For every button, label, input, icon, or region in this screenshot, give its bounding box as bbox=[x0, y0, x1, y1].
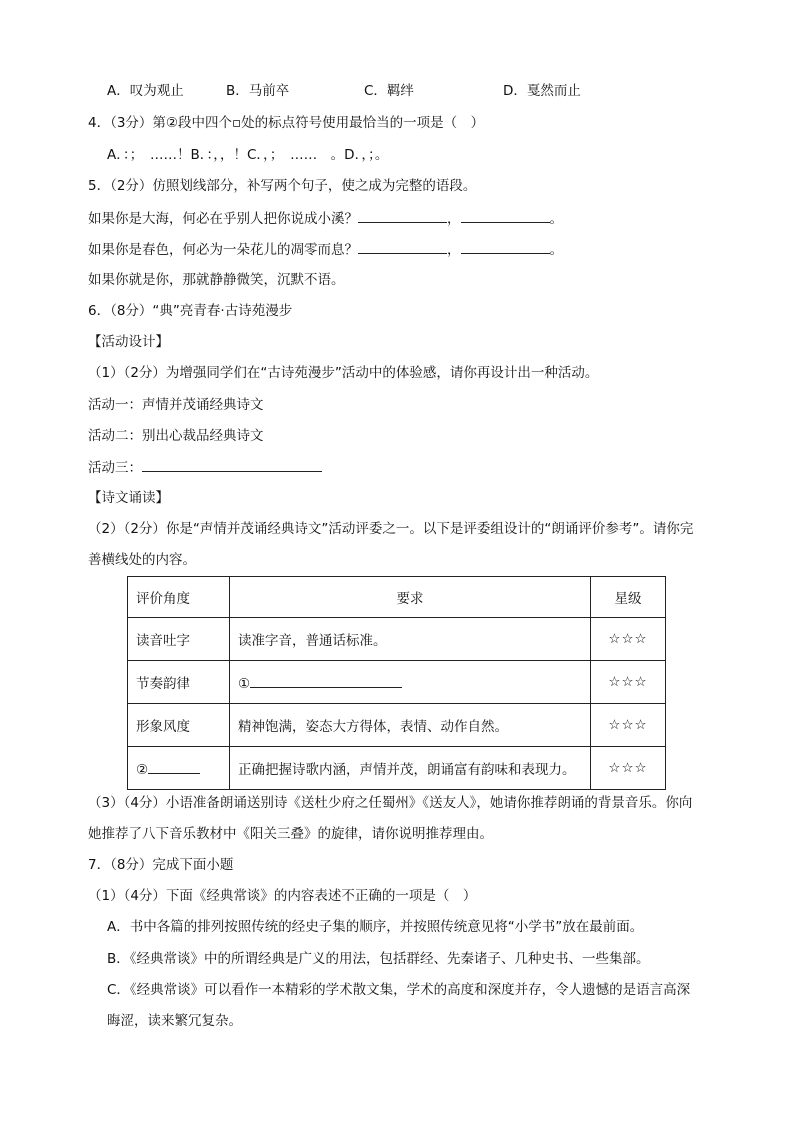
table-header: 要求 bbox=[230, 577, 591, 618]
q6-sub-3-line-1: （3）（4分）小语准备朗诵送别诗《送杜少府之任蜀州》《送友人》，她请你推荐朗诵的背景音乐。你向 bbox=[88, 795, 693, 811]
q7-sub-1: （1）（4分）下面《经典常谈》的内容表述不正确的一项是（ ） bbox=[88, 888, 477, 904]
table-header: 评价角度 bbox=[128, 577, 230, 618]
comma: ， bbox=[447, 211, 461, 227]
q5-line-1 bbox=[88, 208, 563, 229]
q4-stem: 4．（3分）第②段中四个▫处的标点符号使用最恰当的一项是（ ） bbox=[88, 115, 485, 131]
table-cell-stars: ☆☆☆ bbox=[591, 704, 666, 747]
table-row bbox=[128, 661, 666, 704]
table-cell-requirement: 读准字音，普通话标准。 bbox=[230, 618, 591, 661]
answer-blank[interactable] bbox=[358, 208, 447, 223]
table-row bbox=[128, 704, 666, 747]
q7-option-c-line-2[interactable]: 晦涩，读来繁冗复杂。 bbox=[107, 1013, 242, 1029]
period: 。 bbox=[549, 242, 563, 258]
blank-marker-1: ① bbox=[238, 675, 251, 692]
q5-line-1-text: 如果你是大海，何必在乎别人把你说成小溪？ bbox=[88, 211, 358, 227]
table-cell-angle bbox=[128, 747, 230, 790]
q3-option-c[interactable]: C．羁绊 bbox=[364, 83, 414, 99]
q6-section-design: 【活动设计】 bbox=[88, 334, 169, 350]
table-cell-angle: 节奏韵律 bbox=[128, 661, 230, 704]
q5-line-2-text: 如果你是春色，何必为一朵花儿的凋零而息？ bbox=[88, 242, 358, 258]
q5-line-2 bbox=[88, 239, 563, 260]
q5-stem: 5．（2分）仿照划线部分，补写两个句子，使之成为完整的语段。 bbox=[88, 178, 477, 194]
evaluation-table bbox=[127, 576, 666, 790]
answer-blank[interactable] bbox=[358, 239, 447, 254]
q6-sub-3-line-2: 她推荐了八下音乐教材中《阳关三叠》的旋律，请你说明推荐理由。 bbox=[88, 826, 493, 842]
answer-blank[interactable] bbox=[461, 239, 550, 254]
table-cell-stars: ☆☆☆ bbox=[591, 661, 666, 704]
table-cell-stars: ☆☆☆ bbox=[591, 747, 666, 790]
q6-activity-1: 活动一：声情并茂诵经典诗文 bbox=[88, 397, 264, 413]
q7-option-a[interactable]: A．书中各篇的排列按照传统的经史子集的顺序，并按照传统意见将“小学书”放在最前面。 bbox=[107, 919, 644, 935]
answer-blank[interactable] bbox=[142, 457, 322, 472]
q5-line-3: 如果你就是你，那就静静微笑，沉默不语。 bbox=[88, 272, 345, 288]
q3-option-b[interactable]: B．马前卒 bbox=[226, 83, 290, 99]
q6-activity-3 bbox=[88, 457, 322, 478]
q6-stem: 6．（8分）“典”亮青春·古诗苑漫步 bbox=[88, 303, 293, 319]
period: 。 bbox=[549, 211, 563, 227]
q7-stem: 7．（8分）完成下面小题 bbox=[88, 857, 234, 873]
table-header-row bbox=[128, 577, 666, 618]
comma: ， bbox=[447, 242, 461, 258]
q4-options[interactable]: A．：； ……！B．：，，！C．，； …… 。D．，；。 bbox=[107, 147, 389, 163]
q6-activity-2: 活动二：别出心裁品经典诗文 bbox=[88, 428, 264, 444]
table-row bbox=[128, 747, 666, 790]
q6-sub-2-line-2: 善横线处的内容。 bbox=[88, 552, 196, 568]
table-cell-requirement bbox=[230, 661, 591, 704]
table-header: 星级 bbox=[591, 577, 666, 618]
table-cell-angle: 形象风度 bbox=[128, 704, 230, 747]
answer-blank[interactable] bbox=[148, 759, 200, 774]
table-cell-stars: ☆☆☆ bbox=[591, 618, 666, 661]
q6-sub-1: （1）（2分）为增强同学们在“古诗苑漫步”活动中的体验感，请你再设计出一种活动。 bbox=[88, 365, 599, 381]
answer-blank[interactable] bbox=[461, 208, 550, 223]
table-row bbox=[128, 618, 666, 661]
q3-option-a[interactable]: A．叹为观止 bbox=[107, 83, 184, 99]
q7-option-b[interactable]: B．《经典常谈》中的所谓经典是广义的用法，包括群经、先秦诸子、几种史书、一些集部。 bbox=[107, 951, 650, 967]
blank-marker-2: ② bbox=[136, 761, 149, 778]
q3-option-d[interactable]: D．戛然而止 bbox=[503, 83, 581, 99]
q6-section-recite: 【诗文诵读】 bbox=[88, 490, 169, 506]
table-cell-requirement: 精神饱满，姿态大方得体，表情、动作自然。 bbox=[230, 704, 591, 747]
q6-activity-3-label: 活动三： bbox=[88, 460, 142, 476]
answer-blank[interactable] bbox=[250, 673, 402, 688]
table-cell-angle: 读音吐字 bbox=[128, 618, 230, 661]
q6-sub-2-line-1: （2）（2分）你是“声情并茂诵经典诗文”活动评委之一。以下是评委组设计的“朗诵评价参考”。请你完 bbox=[88, 521, 694, 537]
q7-option-c-line-1[interactable]: C．《经典常谈》可以看作一本精彩的学术散文集，学术的高度和深度并存，令人遗憾的是语言高深 bbox=[107, 982, 691, 998]
table-cell-requirement: 正确把握诗歌内涵，声情并茂，朗诵富有韵味和表现力。 bbox=[230, 747, 591, 790]
